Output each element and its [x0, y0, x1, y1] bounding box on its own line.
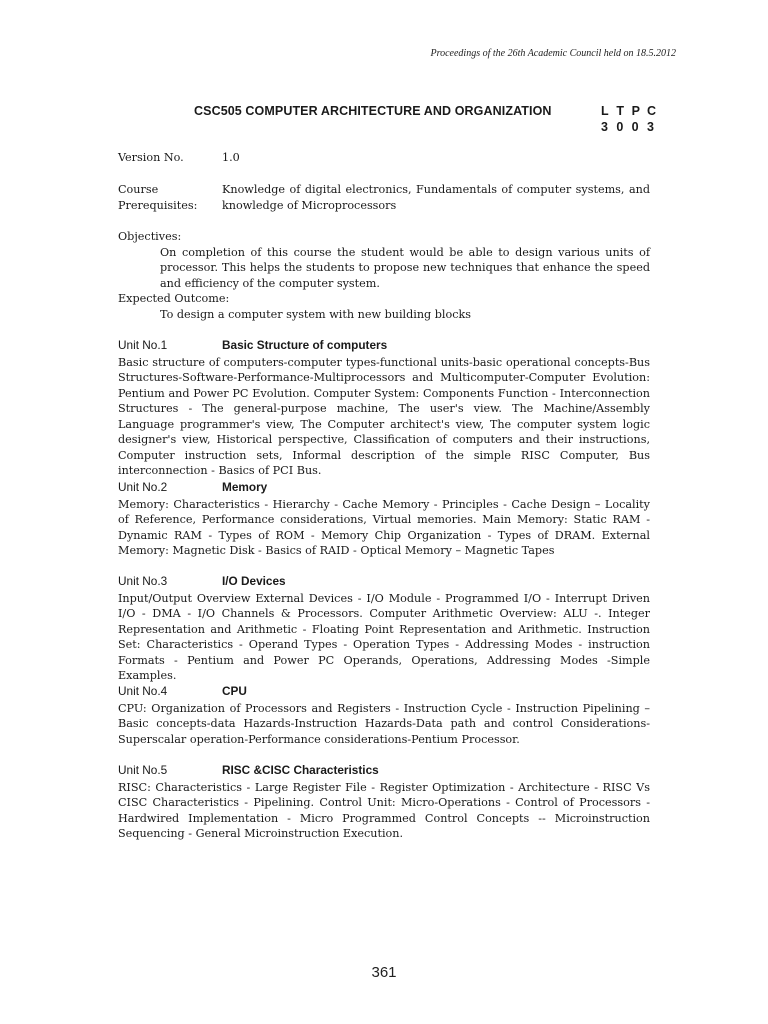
unit-number: Unit No.4: [118, 684, 168, 698]
prerequisites-value: Knowledge of digital electronics, Fundamentals of computer systems, and knowledge of Microprocessors: [222, 183, 650, 212]
unit-title: RISC &CISC Characteristics: [222, 763, 379, 777]
ltpc-label-t: T: [616, 104, 624, 118]
ltpc-value-c: 3: [646, 120, 654, 134]
unit-3: [118, 574, 650, 684]
ltpc-label-l: L: [601, 104, 609, 118]
objectives-text: On completion of this course the student would be able to design various units of processor. This helps the students to propose new techniques that enhance the speed and efficiency of the computer system.: [160, 245, 650, 290]
unit-title: Memory: [222, 480, 268, 494]
objectives-label: Objectives:: [118, 230, 182, 243]
page-number: 361: [371, 964, 397, 981]
unit-body: Memory: Characteristics - Hierarchy - Cache Memory - Principles - Cache Design – Locality of Reference, Performance considerations, Virtual memories. Main Memory: Static RAM - Dynamic RAM - Types of ROM - Memory Chip Organization - Types of DRAM. External Memory: Magnetic Disk - Basics of RAID - Optical Memory – Magnetic Tapes: [118, 497, 650, 557]
ltpc-label-p: P: [631, 104, 640, 118]
prerequisites-label-line1: Course: [118, 183, 159, 196]
unit-2: [118, 480, 650, 559]
outcome-text: To design a computer system with new building blocks: [160, 307, 472, 321]
unit-number: Unit No.2: [118, 480, 168, 494]
unit-title: CPU: [222, 684, 247, 698]
unit-number: Unit No.1: [118, 338, 168, 352]
proceedings-header: Proceedings of the 26th Academic Council held on 18.5.2012: [430, 48, 676, 59]
prerequisites-label: [118, 182, 222, 213]
ltpc-table: [601, 104, 661, 136]
unit-number: Unit No.5: [118, 763, 168, 777]
unit-body: CPU: Organization of Processors and Registers - Instruction Cycle - Instruction Pipelining – Basic concepts-data Hazards-Instruction Hazards-Data path and control Considerations-Superscalar operation-Performance considerations-Pentium Processor.: [118, 701, 650, 746]
outcome-label: Expected Outcome:: [118, 292, 230, 305]
ltpc-value-l: 3: [601, 120, 608, 134]
unit-1: [118, 338, 650, 479]
version-value: 1.0: [222, 151, 240, 164]
unit-body: RISC: Characteristics - Large Register File - Register Optimization - Architecture - RISC Vs CISC Characteristics - Pipelining. Control Unit: Micro-Operations - Control of Processors - Hardwired Implementation - Micro Programmed Control Concepts -- Microinstruction Sequencing - General Microinstruction Execution.: [118, 780, 650, 840]
ltpc-value-t: 0: [616, 120, 624, 134]
prerequisites-row: [118, 182, 650, 213]
ltpc-label-c: C: [646, 104, 657, 118]
ltpc-values: [601, 120, 661, 136]
unit-number: Unit No.3: [118, 574, 168, 588]
course-title: CSC505 COMPUTER ARCHITECTURE AND ORGANIZATION: [194, 104, 552, 118]
unit-body: Input/Output Overview External Devices - I/O Module - Programmed I/O - Interrupt Driven I/O - DMA - I/O Channels & Processors. Computer Arithmetic Overview: ALU -. Integer Representation and Arithmetic - Floating Point Representation and Arithmetic. Instruction Set: Characteristics - Operand Types - Operation Types - Addressing Modes - instruction Formats - Pentium and Power PC Operands, Operations, Addressing Modes -Simple Examples.: [118, 591, 650, 682]
objectives-section: [118, 229, 650, 322]
unit-5: [118, 763, 650, 842]
prerequisites-label-line2: Prerequisites:: [118, 198, 198, 212]
unit-4: [118, 684, 650, 747]
version-row: [118, 150, 650, 166]
unit-title: Basic Structure of computers: [222, 338, 388, 352]
ltpc-labels: [601, 104, 661, 120]
version-label: Version No.: [118, 151, 184, 164]
unit-body: Basic structure of computers-computer types-functional units-basic operational concepts-Bus Structures-Software-Performance-Multiprocessors and Multicomputer-Computer Evolution: Pentium and Power PC Evolution. Computer System: Components Function - Interconnection Structures - The general-purpose machine, The user's view. The Machine/Assembly Language programmer's view, The Computer architect's view, The computer system logic designer's view, Historical perspective, Classification of computers and their instructions, Computer instruction sets, Informal description of the simple RISC Computer, Bus interconnection - Basics of PCI Bus.: [118, 355, 650, 477]
unit-title: I/O Devices: [222, 574, 286, 588]
ltpc-value-p: 0: [631, 120, 639, 134]
